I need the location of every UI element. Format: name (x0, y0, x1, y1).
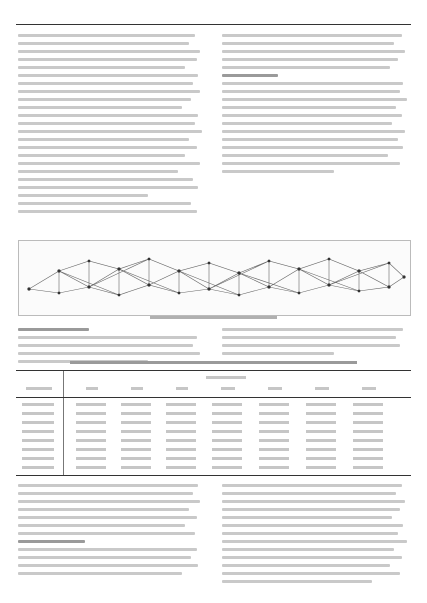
right-column-lower (222, 484, 409, 588)
left-column-lower (18, 484, 204, 580)
figure-caption (150, 316, 277, 319)
running-header (16, 12, 411, 25)
network-diagram (19, 241, 410, 315)
results-table (16, 370, 411, 476)
right-column-middle (222, 328, 409, 360)
left-column-upper (18, 34, 204, 218)
table-header-rule (16, 397, 411, 398)
table-column-separator (63, 371, 64, 475)
table-caption (70, 361, 357, 364)
right-column-upper (222, 34, 409, 178)
figure-gnss-network (18, 240, 411, 316)
